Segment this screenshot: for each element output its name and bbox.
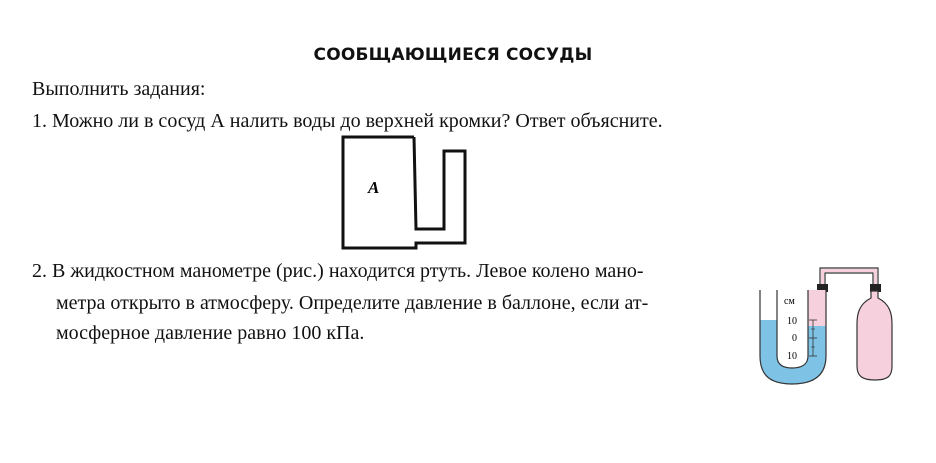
page-title: СООБЩАЮЩИЕСЯ СОСУДЫ [313,45,593,65]
intro-text: Выполнить задания: [32,78,206,100]
task-1-text: 1. Можно ли в сосуд А налить воды до верхней кромки? Ответ объясните. [32,110,663,132]
task-2-line-2: метра открыто в атмосферу. Определите давление в баллоне, если ат- [56,292,649,314]
task-2-line-3: мосферное давление равно 100 кПа. [56,322,365,344]
scale-unit: см [784,296,795,307]
scale-mark-zero: 0 [792,333,797,344]
manometer-figure [754,262,904,390]
scale-mark-bottom: 10 [787,351,797,362]
scale-mark-top: 10 [787,316,797,327]
gas-bulb [857,291,892,380]
task-2-line-1: 2. В жидкостном манометре (рис.) находится ртуть. Левое колено мано- [32,260,644,282]
vessel-label: А [368,178,380,197]
vessel-figure [338,130,473,252]
vessel-outline [343,137,465,248]
